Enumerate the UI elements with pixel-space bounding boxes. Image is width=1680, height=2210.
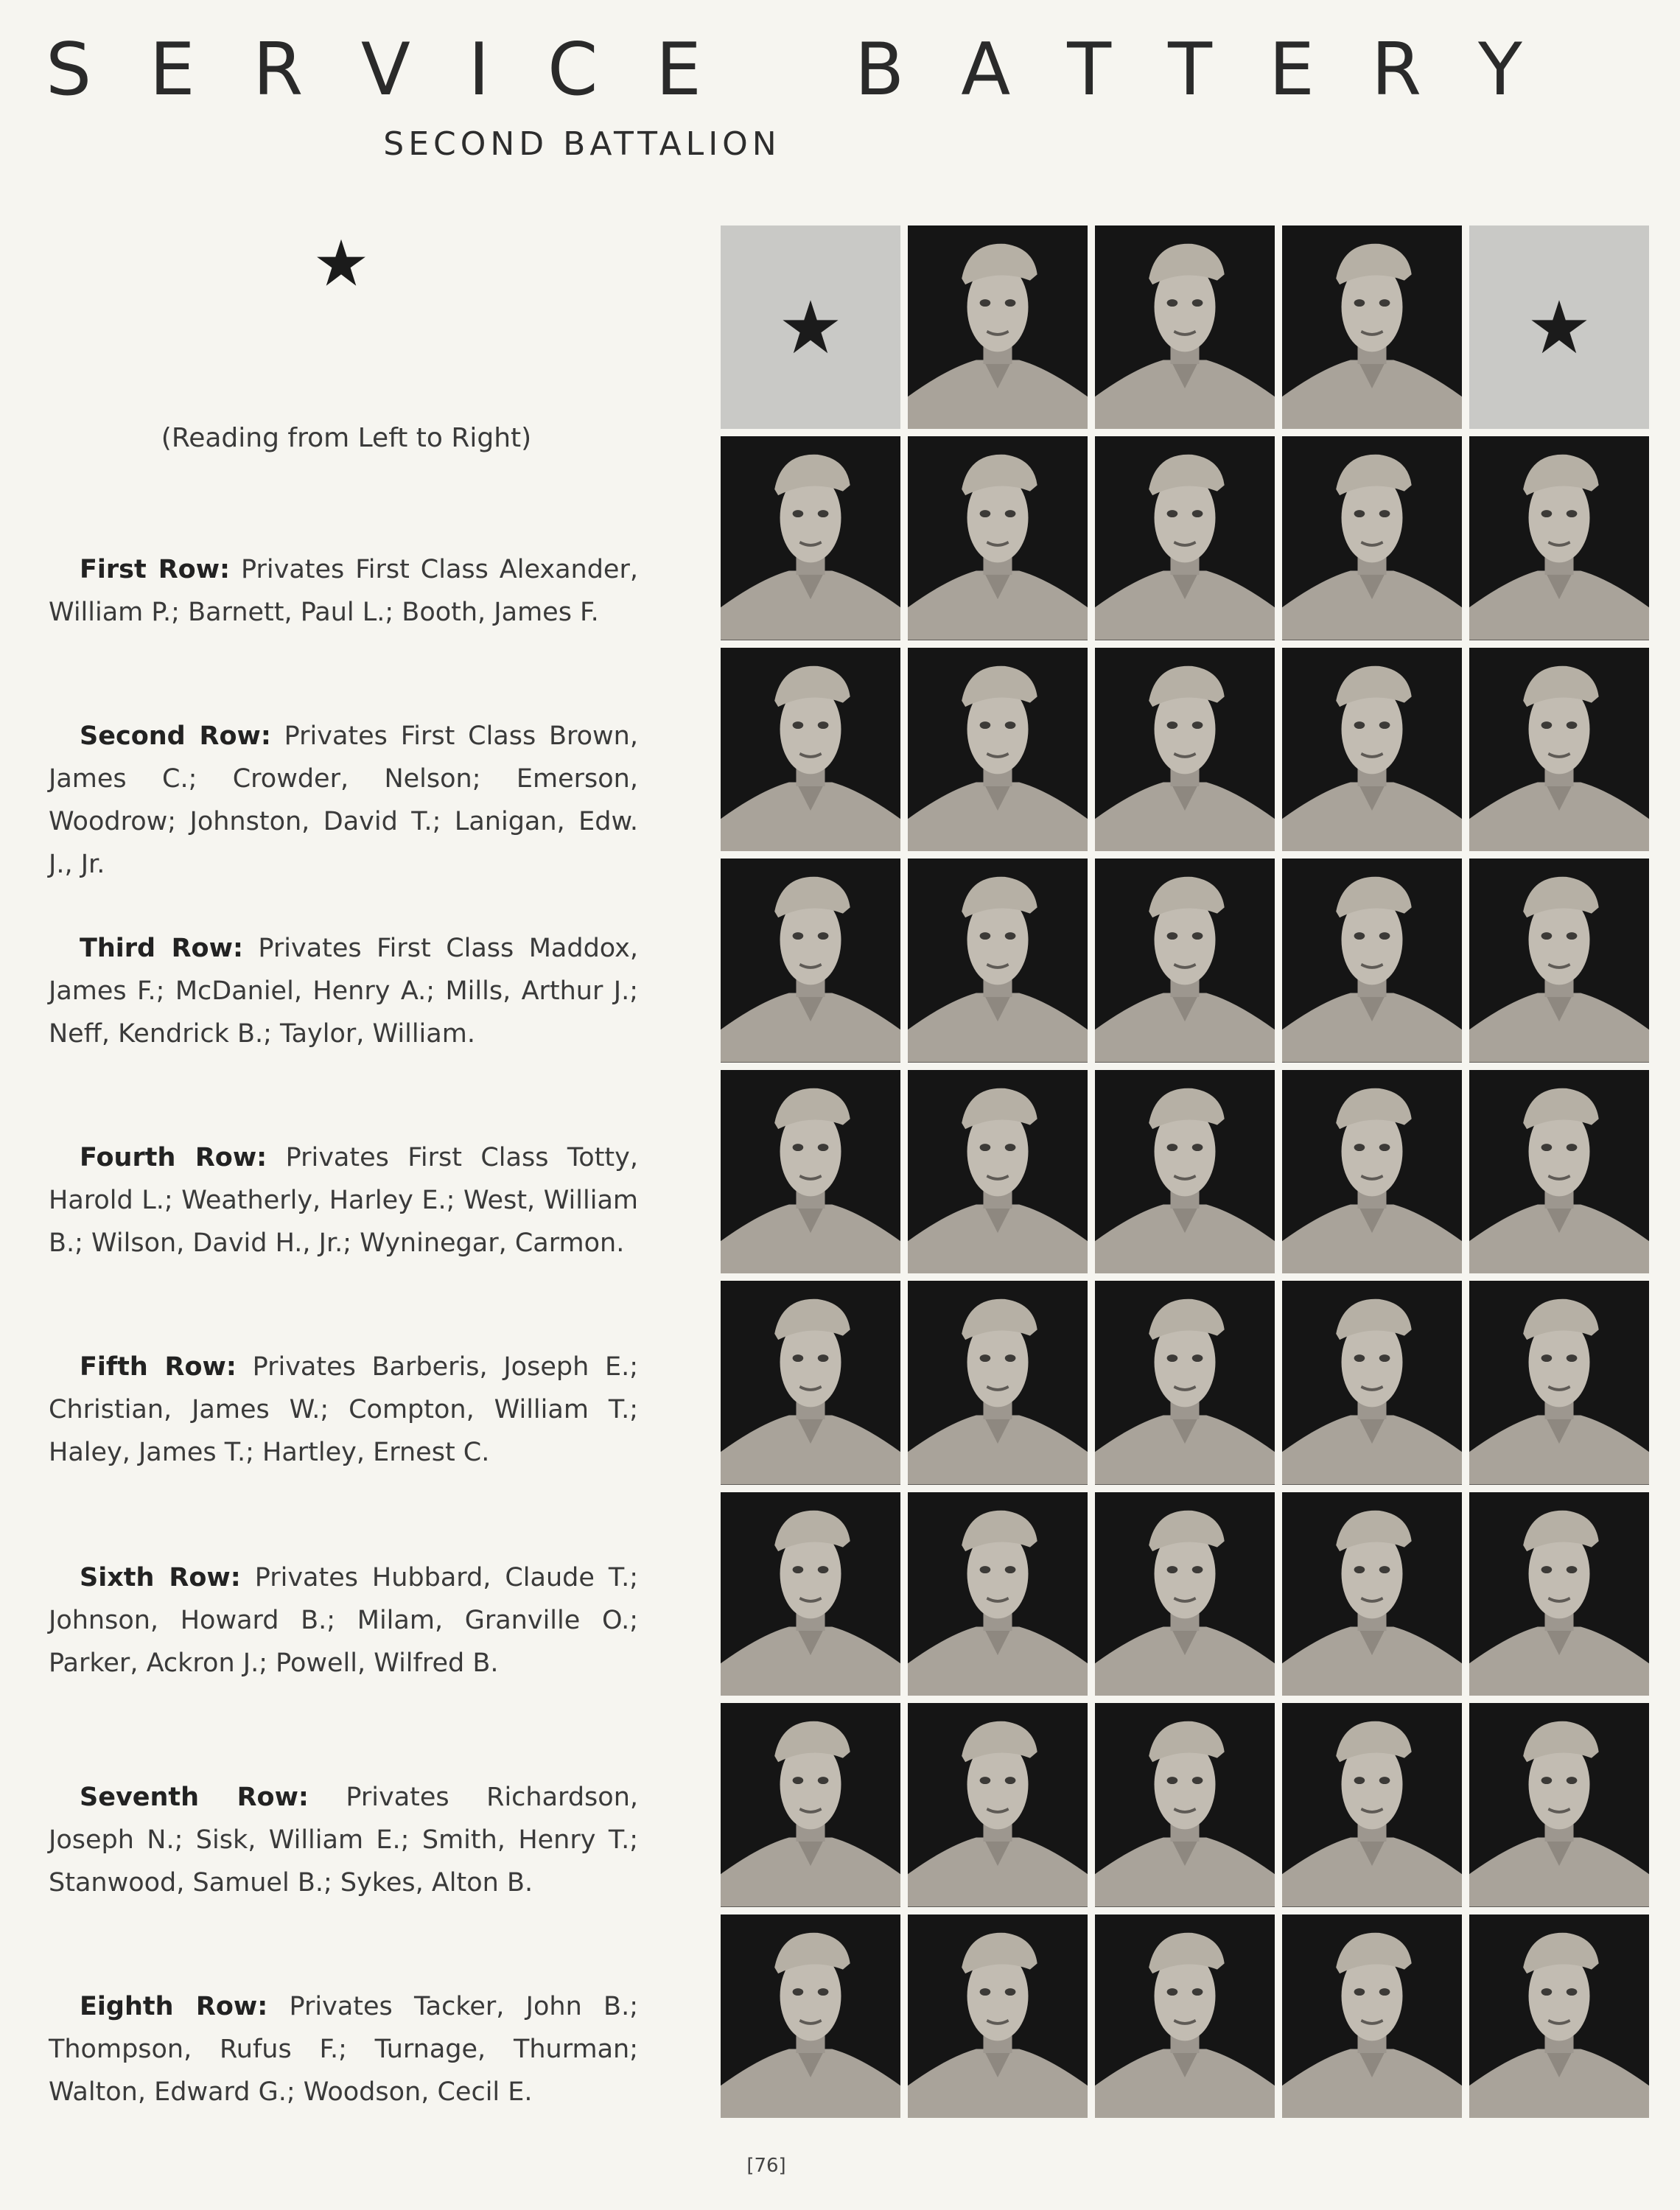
soldier-portrait bbox=[1469, 648, 1649, 851]
caption-eighth-row bbox=[49, 1985, 638, 2113]
soldier-portrait bbox=[721, 436, 900, 640]
title-letter: S bbox=[46, 28, 92, 112]
soldier-portrait bbox=[1282, 1914, 1462, 2118]
row-names: Privates First Class Alexander, William P.; Barnett, Paul L.; Booth, James F. bbox=[49, 555, 638, 627]
row-label: Fourth Row: bbox=[80, 1143, 267, 1172]
soldier-portrait bbox=[721, 1703, 900, 1906]
row-label: Sixth Row: bbox=[80, 1563, 241, 1592]
soldier-portrait bbox=[1469, 1703, 1649, 1906]
soldier-portrait bbox=[1469, 1914, 1649, 2118]
soldier-portrait bbox=[721, 859, 900, 1062]
row-label: Second Row: bbox=[80, 721, 271, 751]
soldier-portrait bbox=[1095, 648, 1275, 851]
row-names: Privates First Class Maddox, James F.; McDaniel, Henry A.; Mills, Arthur J.; Neff, Kendrick B.; Taylor, William. bbox=[49, 934, 638, 1049]
page-number: [76] bbox=[746, 2155, 786, 2177]
star-icon bbox=[315, 237, 367, 289]
star-icon bbox=[781, 298, 840, 357]
title-letter: R bbox=[253, 28, 304, 112]
caption-second-row bbox=[49, 715, 638, 886]
caption-first-row bbox=[49, 548, 638, 634]
caption-fifth-row bbox=[49, 1346, 638, 1474]
soldier-portrait bbox=[1095, 1914, 1275, 2118]
soldier-portrait bbox=[1282, 1070, 1462, 1273]
soldier-portrait bbox=[1469, 436, 1649, 640]
reading-direction-note: (Reading from Left to Right) bbox=[161, 423, 532, 453]
row-label: First Row: bbox=[80, 555, 231, 584]
soldier-portrait bbox=[721, 1914, 900, 2118]
soldier-portrait bbox=[1095, 859, 1275, 1062]
title-word-service bbox=[46, 29, 701, 111]
title-word-battery bbox=[855, 29, 1522, 111]
title-letter: T bbox=[1067, 28, 1112, 112]
soldier-portrait bbox=[1469, 1492, 1649, 1696]
row-label: Fifth Row: bbox=[80, 1352, 237, 1382]
soldier-portrait bbox=[908, 225, 1088, 429]
soldier-portrait bbox=[908, 648, 1088, 851]
soldier-portrait bbox=[908, 1492, 1088, 1696]
soldier-portrait bbox=[908, 1914, 1088, 2118]
title-letter: C bbox=[547, 28, 598, 112]
title-letter: V bbox=[360, 28, 410, 112]
title-letter: B bbox=[855, 28, 905, 112]
soldier-portrait bbox=[1095, 1492, 1275, 1696]
row-names: Privates First Class Brown, James C.; Crowder, Nelson; Emerson, Woodrow; Johnston, David T.; Lanigan, Edw. J., Jr. bbox=[49, 721, 638, 879]
title-letter: A bbox=[961, 28, 1011, 112]
row-label: Eighth Row: bbox=[80, 1992, 268, 2021]
title-letter: R bbox=[1371, 28, 1422, 112]
soldier-portrait bbox=[1469, 1070, 1649, 1273]
soldier-portrait bbox=[908, 1703, 1088, 1906]
caption-third-row bbox=[49, 927, 638, 1055]
soldier-portrait bbox=[1095, 1281, 1275, 1484]
soldier-portrait bbox=[721, 1492, 900, 1696]
portrait-grid bbox=[721, 225, 1649, 2118]
soldier-portrait bbox=[1282, 859, 1462, 1062]
soldier-portrait bbox=[1095, 225, 1275, 429]
soldier-portrait bbox=[1282, 225, 1462, 429]
soldier-portrait bbox=[1282, 436, 1462, 640]
title-letter: T bbox=[1168, 28, 1213, 112]
row-label: Third Row: bbox=[80, 934, 243, 963]
row-label: Seventh Row: bbox=[80, 1783, 309, 1812]
title-letter: I bbox=[468, 28, 490, 112]
soldier-portrait bbox=[908, 1070, 1088, 1273]
title-letter: E bbox=[149, 28, 195, 112]
row-names: Privates Richardson, Joseph N.; Sisk, William E.; Smith, Henry T.; Stanwood, Samuel B.; Sykes, Alton B. bbox=[49, 1783, 638, 1898]
page-subtitle: SECOND BATTALION bbox=[383, 125, 781, 163]
caption-sixth-row bbox=[49, 1556, 638, 1685]
soldier-portrait bbox=[1095, 1070, 1275, 1273]
soldier-portrait bbox=[721, 1070, 900, 1273]
soldier-portrait bbox=[908, 859, 1088, 1062]
star-icon bbox=[1530, 298, 1589, 357]
page-title bbox=[0, 29, 1680, 111]
row-names: Privates Tacker, John B.; Thompson, Rufus F.; Turnage, Thurman; Walton, Edward G.; Woodson, Cecil E. bbox=[49, 1992, 638, 2107]
row-names: Privates First Class Totty, Harold L.; Weatherly, Harley E.; West, William B.; Wilson, David H., Jr.; Wyninegar, Carmon. bbox=[49, 1143, 638, 1258]
title-letter: Y bbox=[1478, 28, 1522, 112]
soldier-portrait bbox=[1282, 1281, 1462, 1484]
soldier-portrait bbox=[721, 648, 900, 851]
soldier-portrait bbox=[1095, 436, 1275, 640]
soldier-portrait bbox=[908, 436, 1088, 640]
caption-fourth-row bbox=[49, 1136, 638, 1265]
row-names: Privates Barberis, Joseph E.; Christian, James W.; Compton, William T.; Haley, James T.; Hartley, Ernest C. bbox=[49, 1352, 639, 1467]
soldier-portrait bbox=[1282, 1492, 1462, 1696]
title-letter: E bbox=[1269, 28, 1315, 112]
title-letter: E bbox=[656, 28, 701, 112]
soldier-portrait bbox=[1282, 1703, 1462, 1906]
soldier-portrait bbox=[1095, 1703, 1275, 1906]
soldier-portrait bbox=[1282, 648, 1462, 851]
caption-seventh-row bbox=[49, 1776, 638, 1904]
soldier-portrait bbox=[721, 1281, 900, 1484]
soldier-portrait bbox=[1469, 859, 1649, 1062]
star-panel bbox=[1469, 225, 1649, 429]
star-panel bbox=[721, 225, 900, 429]
soldier-portrait bbox=[1469, 1281, 1649, 1484]
soldier-portrait bbox=[908, 1281, 1088, 1484]
row-names: Privates Hubbard, Claude T.; Johnson, Howard B.; Milam, Granville O.; Parker, Ackron J.; Powell, Wilfred B. bbox=[49, 1563, 638, 1678]
